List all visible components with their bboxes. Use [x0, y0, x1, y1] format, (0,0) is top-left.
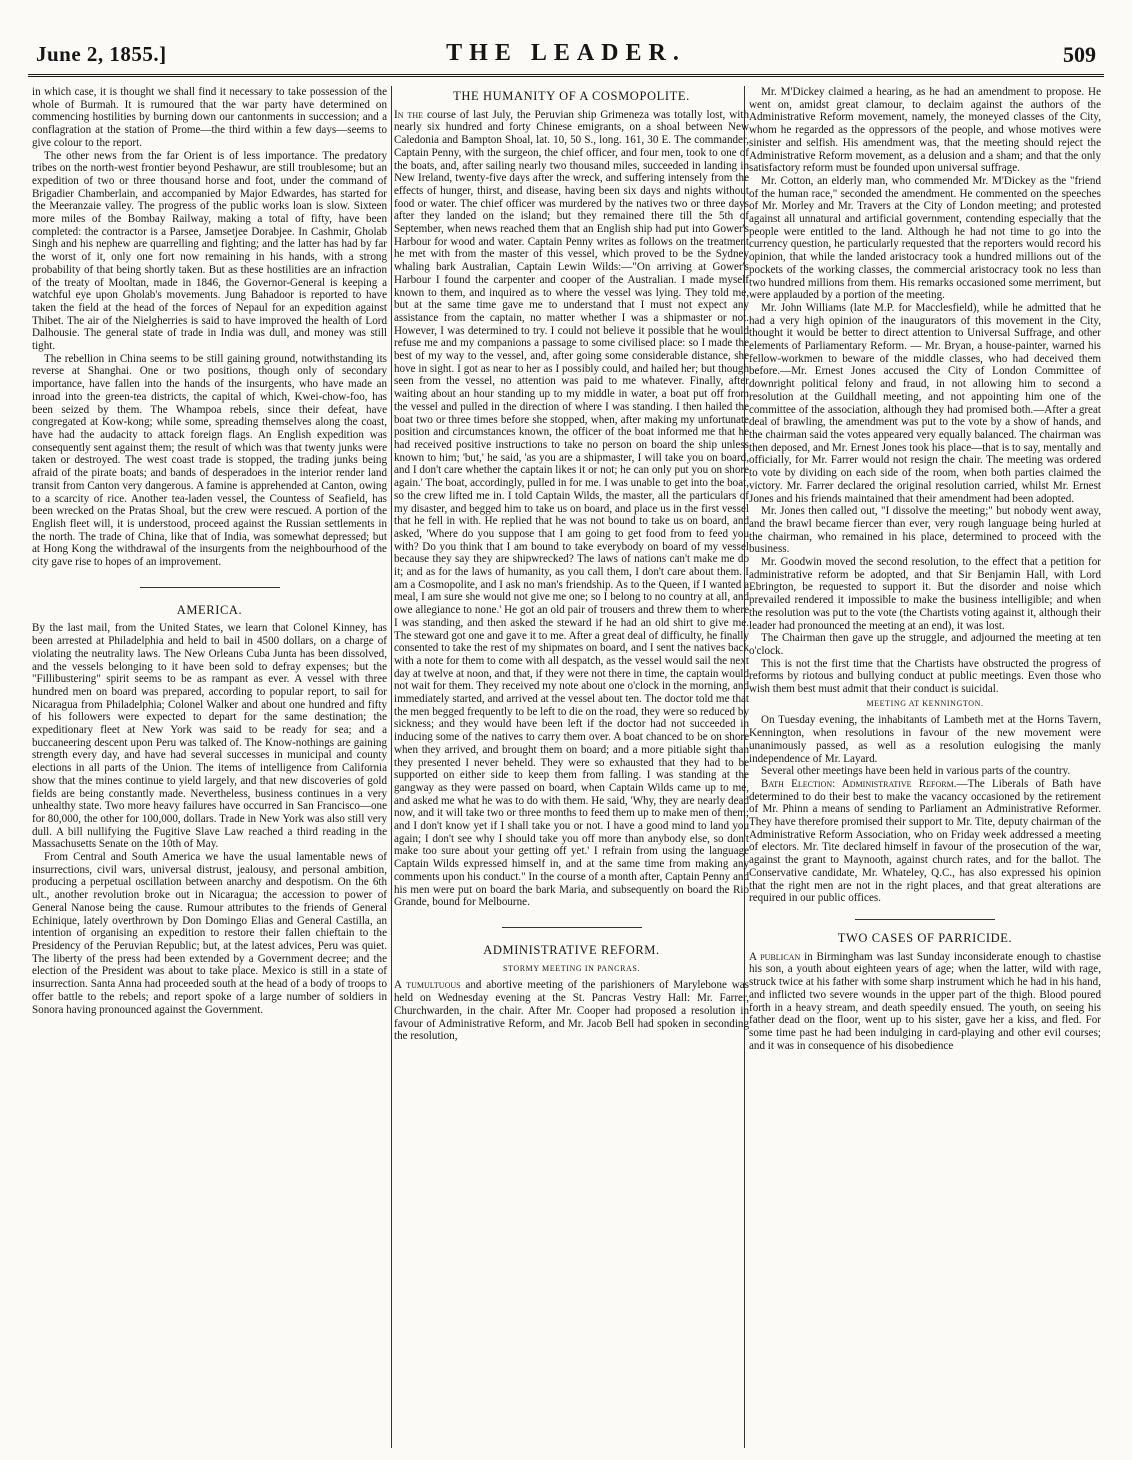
newspaper-title: THE LEADER. — [446, 40, 686, 66]
section-divider — [140, 587, 280, 588]
article-paragraph: The Chairman then gave up the struggle, and adjourned the meeting at ten o'clock. — [749, 632, 1101, 657]
lead-in: A tumultuous — [394, 979, 461, 992]
heading-administrative-reform: ADMINISTRATIVE REFORM. — [483, 943, 660, 957]
article-paragraph: Mr. Jones then called out, "I dissolve the meeting;" but nobody went away, and the brawl became fiercer than ever, very rough language being hurled at the chairman, who remained in his place, determined to proceed with the business. — [749, 505, 1101, 556]
subheading-meeting-at-kennington: MEETING AT KENNINGTON. — [866, 698, 984, 708]
article-paragraph: On Tuesday evening, the inhabitants of Lambeth met at the Horns Tavern, Kennington, when resolutions in favour of the new movement were unanimously passed, as well as a resolution eulogising the manly independence of Mr. Layard. — [749, 714, 1101, 765]
heading-humanity-of-a-cosmopolite: THE HUMANITY OF A COSMOPOLITE. — [453, 89, 690, 103]
article-paragraph — [749, 951, 1101, 1053]
column-2 — [394, 86, 749, 1448]
article-paragraph: The other news from the far Orient is of less importance. The predatory tribes on the north-west frontier beyond Peshawur, are still troublesome; but an expedition of two or three thousand horse and foot, under the command of Brigadier Chamberlain, and accompanied by Major Edwardes, has started for the Meeranzaie valley. The progress of the public works loan is slow. Sixteen more miles of the Bombay Railway, making a total of fifty, have been completed: the contractor is a Parsee, Jamsetjee Dorabjee. In Cashmir, Gholab Singh and his nephew are quarrelling and fighting; and the latter has had by far the worst of it, only one fort now remaining in his hands, with a strong probability of that being shortly taken. But as these hostilities are an infraction of the treaty of Mooltan, made in 1846, the Governor-General is keeping a watchful eye upon Gholab's movements. Jung Bahadoor is reported to have taken the field at the head of the forces of Nepaul for an expedition against Thibet. The air of the Nielgherries is said to have improved the health of Lord Dalhousie. The general state of trade in India was dull, and money was still tight. — [32, 149, 387, 353]
lead-in: Bath Election: Administrative Reform. — [761, 777, 957, 790]
article-text: course of last July, the Peruvian ship Grimeneza was totally lost, with nearly six hundred and forty Chinese emigrants, on a shoal between New Caledonia and Bampton Shoal, lat. 10, 50 S., long. 161, 30 E. The commander, Captain Penny, with the surgeon, the chief officer, and four men, took to one of the boats, and, after sailing nearly two thousand miles, succeeded in landing in New Ireland, twenty-five days after the wreck, and suffering intensely from the effects of hunger, thirst, and disease, having been six days and nights without food or water. The chief officer was murdered by the natives two or three days after they landed on the island; but they remained there till the 5th of September, when news reached them that an English ship had put into Gower's Harbour for wood and water. Captain Penny writes as follows on the treatment he met with from the master of this vessel, which proved to be the Sydney whaling bark Australian, Captain Lewin Wilds:—"On arriving at Gower's Harbour I found the carpenter and cooper of the Australian. I made myself known to them, and inquired as to where the vessel was lying. They told me, but at the same time gave me to understand that I must not expect any assistance from the captain, no matter whether I was a shipmaster or not. However, I was determined to try. I could not believe it possible that he would refuse me and my companions a passage to some civilised place: so I made the best of my way to the vessel, and, after going some considerable distance, she hove in sight. I got as near to her as I possibly could, and hailed her; but though seen from the vessel, no attention was paid to me whatever. Finally, after waiting about an hour standing up to my middle in water, a boat put off from the vessel and pulled in the direction of where I was standing. I then hailed the boat two or three times before she stopped, when, after making my unfortunate position and circumstances known, the officer of the boat informed me that he had received positive instructions to take no person on board the ship unless known to him; 'but,' he said, 'as you are a shipmaster, I will take you on board, and I don't care whether the captain likes it or not; he can only put you on shore again.' The boat, accordingly, pulled in for me. I was unable to get into the boat, so the crew lifted me in. I told Captain Wilds, the master, all the particulars of my disaster, and begged him to take us on board, and place us in the first vessel that he fell in with. He replied that he was not bound to take us on board, and asked, 'Where do you suppose that I am going to get food from to feed you with? Do you think that I am bound to take everybody on board of my vessel because they say they are shipwrecked? The laws of nations can't make me do it; and as for the laws of humanity, as you call them, I don't care about them. I am a Cosmopolite, and I ask no man's friendship. As to the Queen, if I wanted a meal, I am sure she would not give me one; so I belong to no country at all, and owe allegiance to none.' He got an old pair of trousers and threw them to where I was standing, and then asked the steward if he had an old shirt to give me. The steward got one and gave it to me. After a great deal of difficulty, he finally consented to take the rest of my shipmates on board, and I sent the natives back with a note for them to come with all despatch, as the vessel would sail the next day at twelve at noon, and that, if they were not there in time, the captain would not wait for them. They received my note about one o'clock in the morning, and immediately started, and arrived at the vessel about ten. The doctor told me that the men begged frequently to be left to die on the road, they were so reduced by sickness; and they would have been left if the doctor had not succeeded in inducing some of the natives to carry them over. A boat chanced to be on shore when they arrived, and brought them on board; and a more pitiable sight than they presented I never beheld. They were so exhausted that they had to be supported on either side to keep them from falling. I was standing at the gangway as they were passed on board, when Captain Wilds came up to me, and asked me what he was to do with them. He said, 'Why, they are nearly dead now, and it will take two or three months to feed them up to make men of them; and I don't know yet if I shall take you or not. I have a good mind to land you again; I don't see why I should take you off more than anybody else, so don't make too sure about your getting off yet.' I refrain from using the language Captain Wilds expressed himself in, and at the same time from making any comments upon his conduct." In the course of a month after, Captain Penny and his men were put on board the bark Maria, and subsequently on board the Rio Grande, bound for Melbourne. — [394, 108, 749, 909]
article-paragraph: The rebellion in China seems to be still gaining ground, notwithstanding its reverse at Shanghai. One or two positions, though only of secondary importance, have fallen into the hands of the insurgents, who have made an inroad into the green-tea districts, the capital of which, Kwei-chow-foo, has been seized by them. The Whampoa rebels, since their defeat, have congregated at Kow-kong; while some, spreading themselves along the coast, have had the audacity to attack foreign flags. An English expedition was consequently sent against them; the result of which was that twenty junks were taken or destroyed. The west coast trade is stopped, the trading junks being afraid of the pirate boats; and bands of desperadoes in the interior render land transit from Canton very dangerous. A famine is apprehended at Canton, owing to a scarcity of rice. Another tea-laden vessel, the Countess of Seafield, has been wrecked on the Pratas Shoal, but the crew were rescued. A portion of the English fleet will, it is understood, proceed against the Russian settlements in the north. The trade of China, like that of India, was somewhat depressed; but at Hong Kong the withdrawal of the insurgents from the neighbourhood of the city gave rise to hopes of an improvement. — [32, 352, 387, 569]
article-paragraph: Mr. M'Dickey claimed a hearing, as he had an amendment to propose. He went on, amidst great clamour, to declaim against the authors of the Administrative Reform movement, namely, the moneyed classes of the City, whom he regarded as the oppressors of the people, and whose motives were sinister and selfish. His amendment was, that the meeting should reject the Administrative Reform movement, as a delusion and a sham; and that the only satisfactory reform must be founded upon universal suffrage. — [749, 86, 1101, 175]
article-paragraph — [394, 109, 749, 909]
section-divider — [855, 919, 995, 920]
article-paragraph: From Central and South America we have the usual lamentable news of insurrections, civil wars, universal distrust, jealousy, and personal ambition, producing a perpetual oscillation between anarchy and despotism. On the 6th ult., another revolution broke out in Nicaragua; the accession to power of General Nanose being the cause. Rumour attributes to the friends of General Echinique, lately overthrown by Don Domingo Elias and General Castilla, an intention of organising an expedition to restore their fallen chieftain to the Presidency of the Peruvian Republic; but, at the latest advices, Peru was quiet. The liberty of the press had been extended by a Government decree; and the election of the President was about to take place. Mexico is still in a state of insurrection. Santa Anna had proceeded south at the head of a body of troops to offer battle to the rebels; and report spoke of a large number of soldiers in Sonora having pronounced against the Government. — [32, 851, 387, 1016]
heading-america: AMERICA. — [176, 602, 243, 617]
lead-in: A publican — [749, 950, 801, 963]
masthead — [28, 40, 1104, 77]
heading-two-cases-of-parricide: TWO CASES OF PARRICIDE. — [837, 931, 1013, 945]
issue-date: June 2, 1855.] — [36, 42, 167, 66]
article-text: and abortive meeting of the parishioners of Marylebone was held on Wednesday evening at the St. Pancras Vestry Hall: Mr. Farrer, Churchwarden, in the chair. After Mr. Cooper had proposed a resolution in favour of Administrative Reform, and Mr. Jacob Bell had spoken in seconding the resolution, — [394, 979, 749, 1043]
article-paragraph: By the last mail, from the United States, we learn that Colonel Kinney, has been arrested at Philadelphia and held to bail in 4500 dollars, on a charge of violating the neutrality laws. The New Orleans Cuba Junta has been dissolved, and the vessels belonging to it have been sold to defray expenses; but the "Fillibustering" spirit seems to be as rampant as ever. A vessel with three hundred men on board was prepared, according to popular report, to sail for Nicaragua from Philadelphia; Colonel Walker and about one hundred and fifty of his followers were expected to depart for the same destination; the expeditionary fleet at New York was said to be ready for sea; and a buccaneering descent upon Peru was talked of. The Know-nothings are gaining strength every day, and have had several successes in municipal and county elections in all parts of the Union. The items of intelligence from California show that the mines continue to yield largely, and that new discoveries of gold fields are being constantly made. Nevertheless, business continues in a very unhealthy state. Two more heavy failures have occurred in San Francisco—one for 80,000, the other for 100,000, dollars. Trade in New York was also still very dull. A bill nullifying the Fugitive Slave Law reached a third reading in the Massachusetts Senate on the 10th of May. — [32, 622, 387, 851]
article-paragraph: Mr. Cotton, an elderly man, who commended Mr. M'Dickey as the "friend of the human race," seconded the amendment. He commented on the speeches of Mr. Morley and Mr. Travers at the City of London meeting; and protested against all unnatural and artificial government, contending especially that the people were entitled to the land. Although he had not time to go into the currency question, he particularly requested that the reporters would record his opinion, that while the landed aristocracy took a hundred millions out of the pockets of the working classes, the commercial aristocracy took no less than two hundred millions from them. His remarks occasioned some merriment, but were applauded by a portion of the meeting. — [749, 174, 1101, 302]
article-paragraph — [749, 778, 1101, 905]
article-paragraph: in which case, it is thought we shall find it necessary to take possession of the whole of Burmah. It is rumoured that the war party have determined on commencing hostilities by burning down our cantonments in succession; and a conflagration at the station of Prome—the third within a few days—seems to give colour to the report. — [32, 86, 387, 149]
column-rule-left — [391, 86, 392, 1448]
section-divider — [502, 927, 642, 928]
column-1 — [32, 86, 387, 1448]
page-number: 509 — [1063, 42, 1096, 67]
subheading-stormy-meeting: STORMY MEETING IN PANCRAS. — [502, 963, 641, 973]
article-paragraph — [394, 979, 749, 1043]
article-paragraph: Mr. Goodwin moved the second resolution, to the effect that a petition for administrative reform be adopted, and that Sir Benjamin Hall, with Lord Ebrington, be requested to support it. But the disorder and noise which prevailed rendered it impossible to make the business intelligible; and when the resolution was put to the vote (the Chartists voting against it, although their leader had pronounced the meeting at an end), it was lost. — [749, 556, 1101, 632]
article-paragraph: This is not the first time that the Chartists have obstructed the progress of reforms by riotous and bullying conduct at public meetings. Even those who wish them best must admit that their conduct is suicidal. — [749, 657, 1101, 696]
column-3 — [749, 86, 1101, 1448]
article-paragraph: Mr. John Williams (late M.P. for Macclesfield), while he admitted that he had a very high opinion of the inaugurators of this movement in the City, thought it would be better to direct attention to Universal Suffrage, and other elements of Parliamentary Reform. — Mr. Bryan, a house-painter, warned his fellow-workmen to beware of the middle classes, who had deceived them before.—Mr. Ernest Jones accused the City of London Committee of downright political felony and fraud, in not allowing him to second a resolution at the Guildhall meeting, and not appointing him one of the committee of the association, although they had promised both.—After a great deal of brawling, the amendment was put to the vote by a show of hands, and the chairman said the votes appeared very equally balanced. The chairman was then deposed, and Mr. Ernest Jones took his place—that is to say, mentally and officially, for Mr. Farrer would not resign the chair. The meeting was ordered to vote by dividing on each side of the room, when both parties claimed the victory. Mr. Farrer declared the original resolution carried, whilst Mr. Ernest Jones and his friends maintained that their amendment had been adopted. — [749, 301, 1101, 505]
lead-in: In the — [394, 108, 423, 121]
article-paragraph: Several other meetings have been held in various parts of the country. — [761, 765, 1071, 778]
article-text: —The Liberals of Bath have determined to do their best to make the vacancy occasioned by the retirement of Mr. Phinn a means of sending to Parliament an Administrative Reformer. They have therefore promised their support to Mr. Tite, deputy chairman of the Administrative Reform Association, who on Friday week addressed a meeting of electors. Mr. Tite declared himself in favour of the prosecution of the war, against the grant to Maynooth, against church rates, and for the ballot. The Conservative candidate, Mr. Whateley, Q.C., has also expressed his opinion that the right men are not in the right places, and that great alterations are required in our public offices. — [749, 777, 1101, 905]
article-text: in Birmingham was last Sunday inconsiderate enough to chastise his son, a youth about eighteen years of age; when the latter, wild with rage, struck twice at his father with some sharp instrument which he had in his hand, and inflicted two severe wounds in the upper part of the thigh. Blood poured forth in a heavy stream, and death speedily ensued. The youth, on seeing his father dead on the floor, went up to his sister, gave her a kiss, and fled. For some time past he had been indulging in card-playing and other evil courses; and it was in consequence of his disobedience — [749, 950, 1101, 1052]
